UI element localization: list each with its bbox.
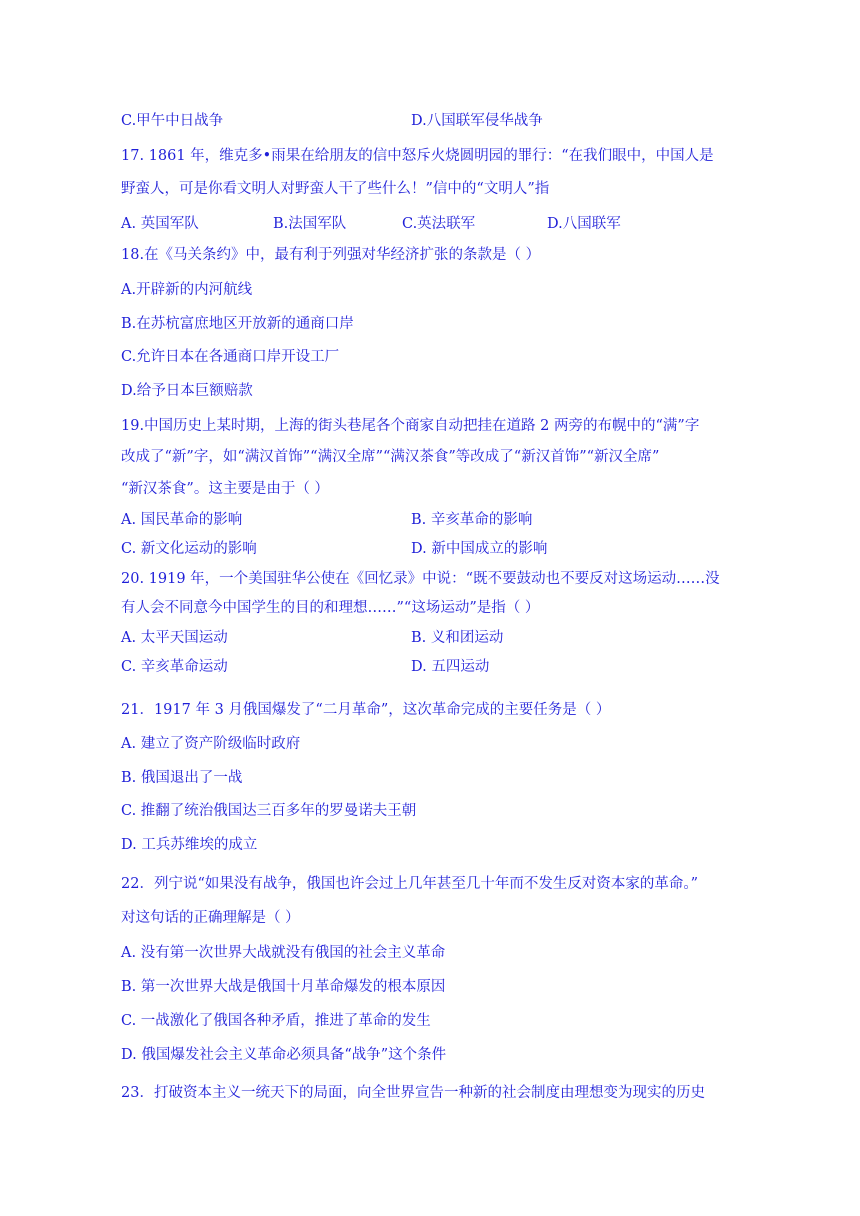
q18-option-c: C.允许日本在各通商口岸开设工厂 [121, 349, 340, 365]
q17-options [0, 212, 860, 234]
q19-option-b: B. 辛亥革命的影响 [411, 512, 533, 528]
q16-option-c: C.甲午中日战争 [121, 113, 224, 129]
q17-stem-line-1: 17. 1861 年，维克多•雨果在给朋友的信中怒斥火烧圆明园的罪行：“在我们眼中，中国人是 [121, 148, 714, 164]
q21-option-d: D. 工兵苏维埃的成立 [121, 837, 258, 853]
q18-stem: 18.在《马关条约》中，最有利于列强对华经济扩张的条款是（ ） [121, 247, 541, 263]
q22-option-a: A. 没有第一次世界大战就没有俄国的社会主义革命 [121, 945, 446, 961]
q17-option-c: C.英法联军 [402, 216, 476, 232]
q22-option-d: D. 俄国爆发社会主义革命必须具备“战争”这个条件 [121, 1047, 447, 1063]
q19-option-d: D. 新中国成立的影响 [411, 541, 548, 557]
q19-stem-line-1: 19.中国历史上某时期，上海的街头巷尾各个商家自动把挂在道路 2 两旁的布幌中的“满”字 [121, 418, 700, 434]
q21-option-c: C. 推翻了统治俄国达三百多年的罗曼诺夫王朝 [121, 803, 417, 819]
q17-option-a: A. 英国军队 [121, 216, 199, 232]
q17-option-d: D.八国联军 [547, 216, 621, 232]
q20-option-b: B. 义和团运动 [411, 630, 504, 646]
q19-stem-line-3: “新汉茶食”。这主要是由于（ ） [121, 481, 329, 497]
q21-stem: 21．1917 年 3 月俄国爆发了“二月革命”，这次革命完成的主要任务是（ ） [121, 702, 611, 718]
q18-option-b: B.在苏杭富庶地区开放新的通商口岸 [121, 316, 354, 332]
q18-option-a: A.开辟新的内河航线 [121, 282, 253, 298]
q20-stem-line-2: 有人会不同意今中国学生的目的和理想……”“这场运动”是指（ ） [121, 600, 540, 616]
q17-stem-line-2: 野蛮人，可是你看文明人对野蛮人干了些什么！”信中的“文明人”指 [121, 181, 550, 197]
q16-option-d: D.八国联军侵华战争 [411, 113, 543, 129]
q17-option-b: B.法国军队 [273, 216, 347, 232]
q20-option-d: D. 五四运动 [411, 659, 490, 675]
q20-stem-line-1: 20. 1919 年，一个美国驻华公使在《回忆录》中说：“既不要鼓动也不要反对这场运动……没 [121, 571, 720, 587]
q20-option-c: C. 辛亥革命运动 [121, 659, 228, 675]
q21-option-a: A. 建立了资产阶级临时政府 [121, 736, 301, 752]
q19-stem-line-2: 改成了“新”字，如“满汉首饰”“满汉全席”“满汉茶食”等改成了“新汉首饰”“新汉全席” [121, 449, 660, 465]
q21-option-b: B. 俄国退出了一战 [121, 770, 243, 786]
q23-stem-line-1: 23．打破资本主义一统天下的局面，向全世界宣告一种新的社会制度由理想变为现实的历史 [121, 1085, 705, 1101]
q19-option-c: C. 新文化运动的影响 [121, 541, 257, 557]
q18-option-d: D.给予日本巨额赔款 [121, 383, 253, 399]
q22-stem-line-2: 对这句话的正确理解是（ ） [121, 910, 300, 926]
q19-option-a: A. 国民革命的影响 [121, 512, 243, 528]
q20-option-a: A. 太平天国运动 [121, 630, 228, 646]
q22-stem-line-1: 22．列宁说“如果没有战争，俄国也许会过上几年甚至几十年而不发生反对资本家的革命。” [121, 876, 699, 892]
q22-option-c: C. 一战激化了俄国各种矛盾，推进了革命的发生 [121, 1013, 431, 1029]
q22-option-b: B. 第一次世界大战是俄国十月革命爆发的根本原因 [121, 979, 446, 995]
